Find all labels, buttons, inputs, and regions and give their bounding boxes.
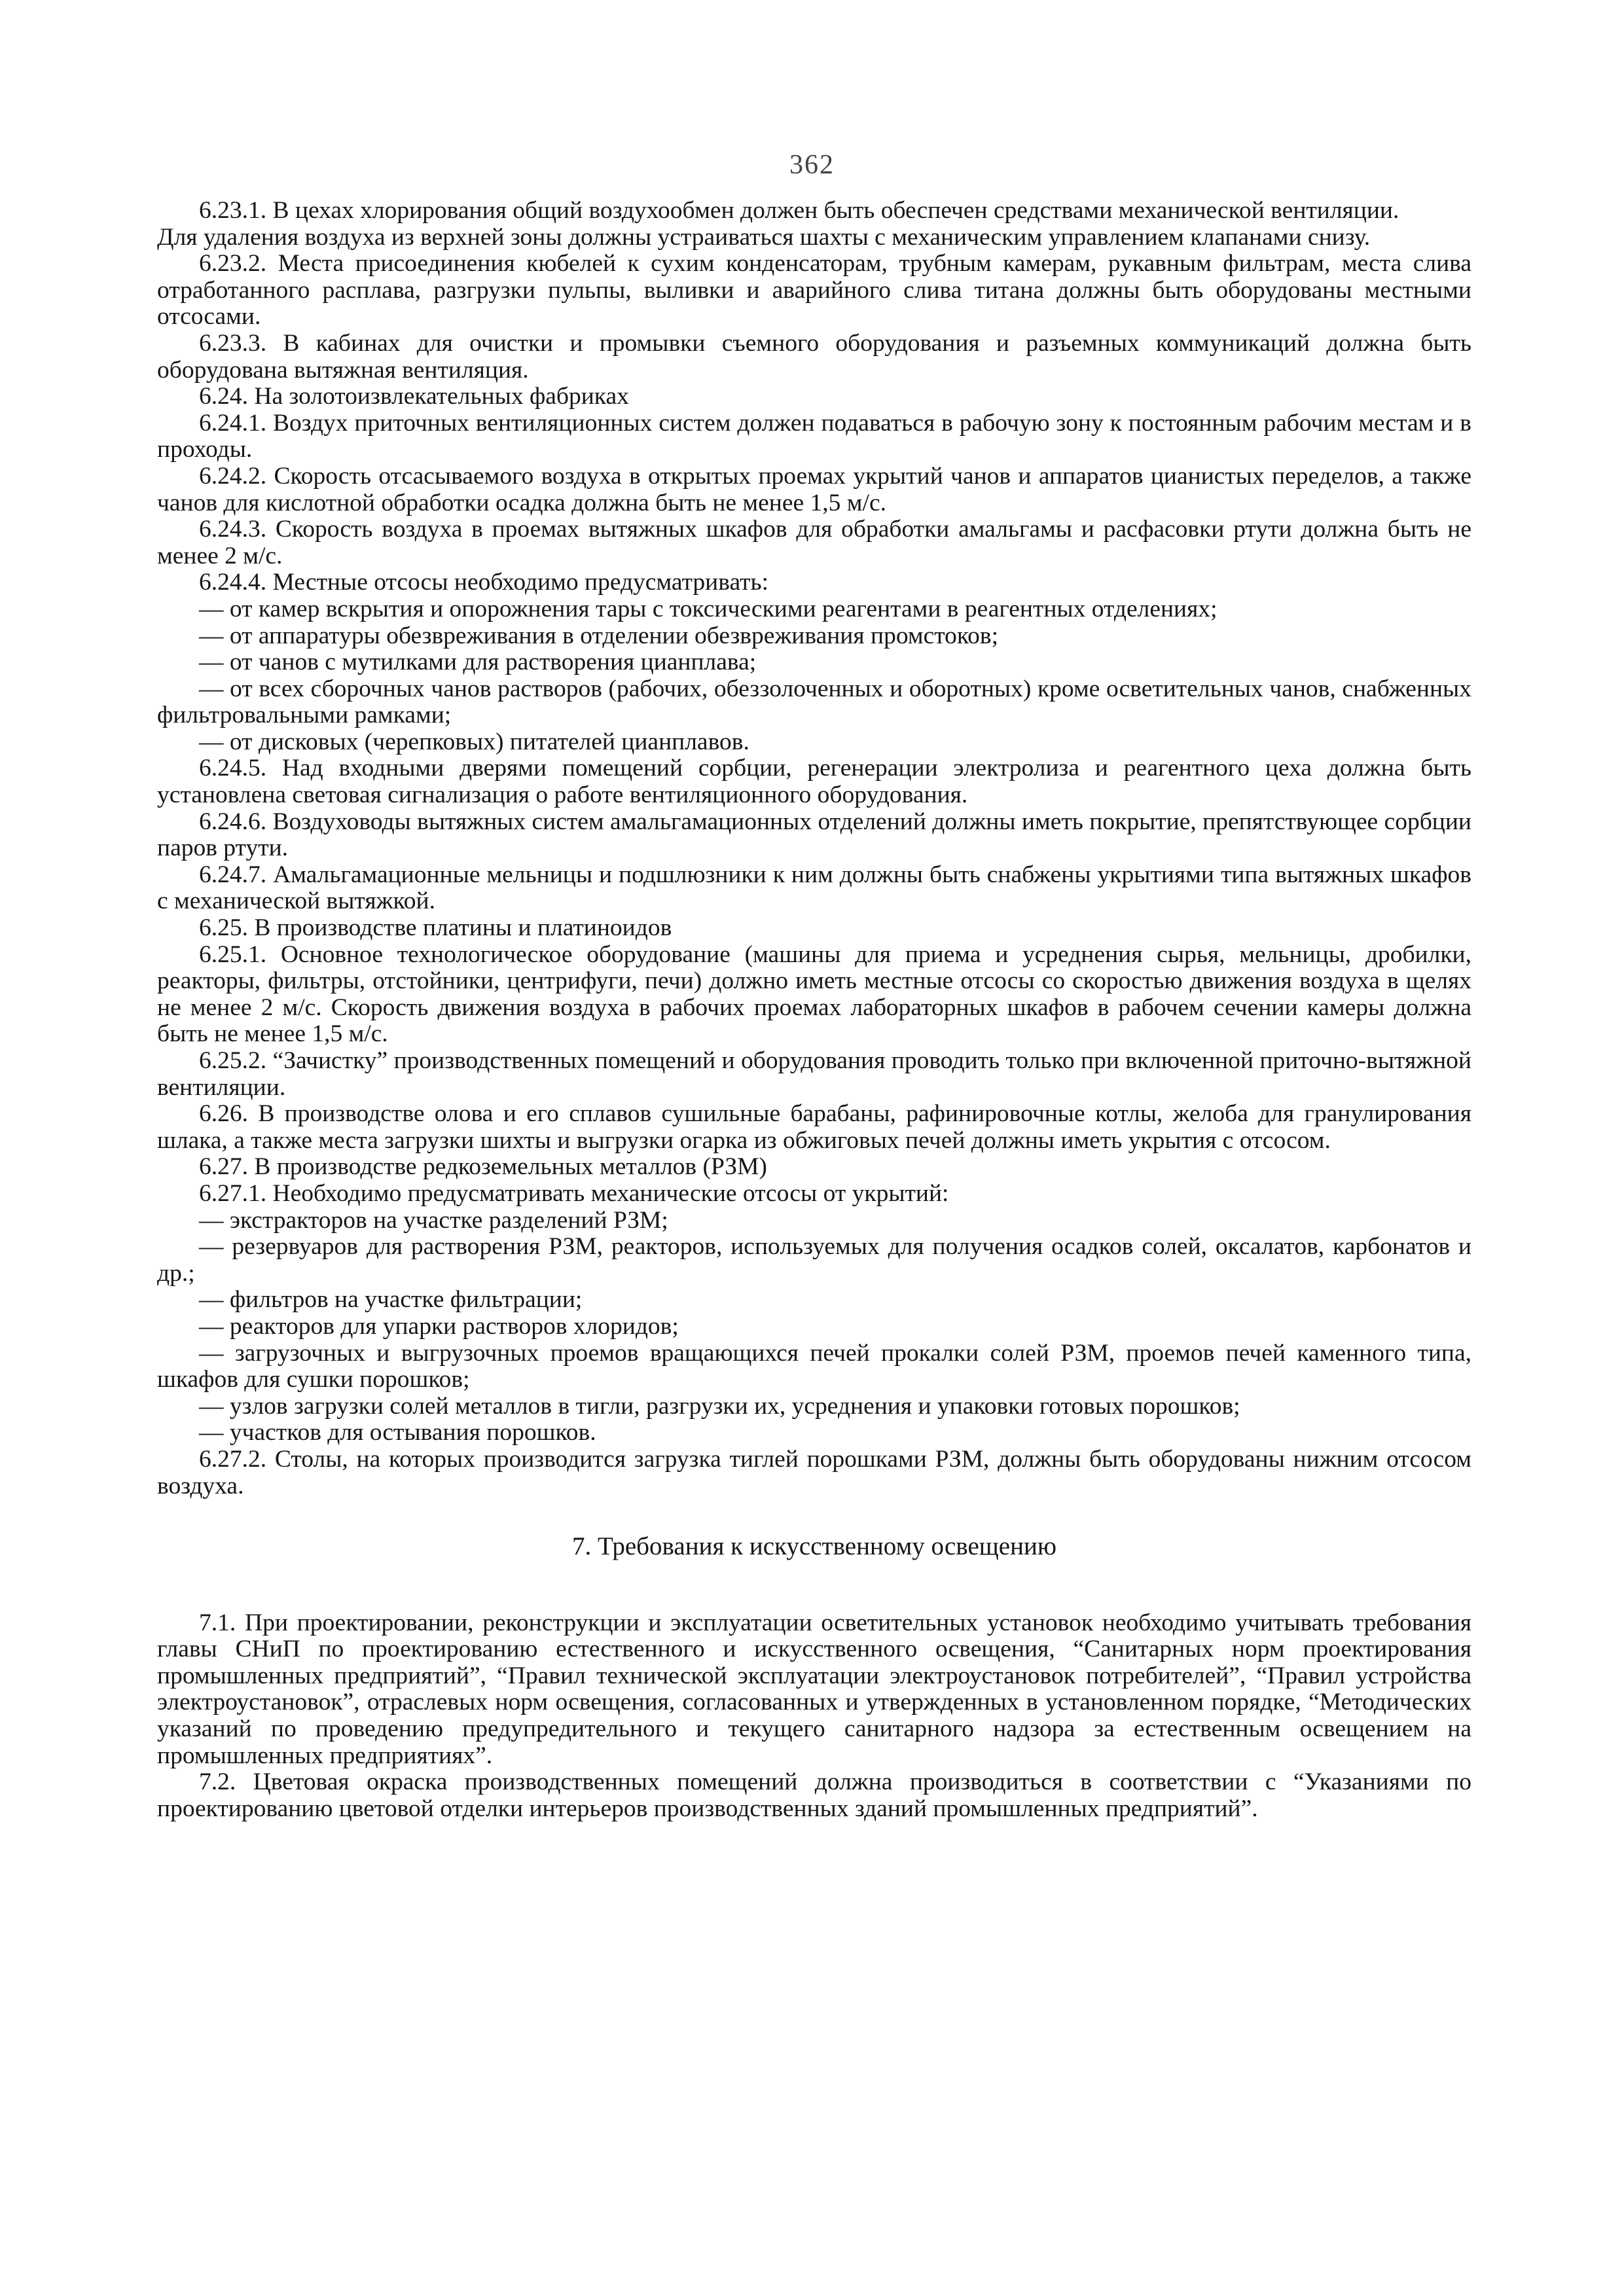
paragraph: — от чанов с мутилками для растворения цианплава; [199, 649, 757, 676]
paragraph: — от аппаратуры обезвреживания в отделении обезвреживания промстоков; [199, 622, 999, 649]
paragraph: 6.25.2. “Зачистку” производственных помещений и оборудования проводить только при включенной приточно-вытяжной вентиляции. [157, 1047, 1471, 1101]
section-heading: 7. Требования к искусственному освещению [572, 1532, 1056, 1561]
paragraph: — загрузочных и выгрузочных проемов вращающихся печей прокалки солей РЗМ, проемов печей каменного типа, шкафов для сушки порошков; [157, 1339, 1471, 1393]
paragraph: 6.24.2. Скорость отсасываемого воздуха в открытых проемах укрытий чанов и аппаратов цианистых переделов, а также чанов для кислотной обработки осадка должна быть не менее 1,5 м/с. [157, 462, 1471, 516]
section-paragraph-list [157, 1610, 1471, 1823]
paragraph: — фильтров на участке фильтрации; [199, 1286, 583, 1314]
paragraph: — резервуаров для растворения РЗМ, реакторов, используемых для получения осадков солей, оксалатов, карбонатов и др.; [157, 1233, 1471, 1287]
paragraph: 6.24. На золотоизвлекательных фабриках [199, 383, 629, 410]
section-paragraph: 7.1. При проектировании, реконструкции и эксплуатации осветительных установок необходимо учитывать требования главы СНиП по проектированию естественного и искусственного освещения, “Санитарных норм проектирования промышленных предприятий”, “Правил технической эксплуатации электроустановок потребителей”, “Правил устройства электроустановок”, отраслевых норм освещения, согласованных и утвержденных в установленном порядке, “Методических указаний по проведению предупредительного и текущего санитарного надзора за естественным освещением на промышленных предприятиях”. [157, 1609, 1471, 1769]
paragraph: — от всех сборочных чанов растворов (рабочих, обеззолоченных и оборотных) кроме осветительных чанов, снабженных фильтровальными рамками; [157, 675, 1471, 729]
paragraph-list [157, 198, 1471, 1499]
paragraph: 6.27.2. Столы, на которых производится загрузка тиглей порошками РЗМ, должны быть оборудованы нижним отсосом воздуха. [157, 1445, 1471, 1499]
paragraph: 6.25. В производстве платины и платиноидов [199, 914, 672, 942]
paragraph: 6.24.6. Воздуховоды вытяжных систем амальгамационных отделений должны иметь покрытие, препятствующее сорбции паров ртути. [157, 808, 1471, 862]
paragraph: — экстракторов на участке разделений РЗМ; [199, 1206, 668, 1234]
paragraph: — узлов загрузки солей металлов в тигли, разгрузки их, усреднения и упаковки готовых порошков; [199, 1392, 1240, 1420]
paragraph: 6.27.1. Необходимо предусматривать механические отсосы от укрытий: [199, 1179, 949, 1207]
paragraph: 6.24.4. Местные отсосы необходимо предусматривать: [199, 569, 769, 596]
paragraph: 6.27. В производстве редкоземельных металлов (РЗМ) [199, 1153, 767, 1181]
paragraph: Для удаления воздуха из верхней зоны должны устраиваться шахты с механическим управлением клапанами снизу. [157, 223, 1371, 251]
paragraph: 6.24.1. Воздух приточных вентиляционных систем должен подаваться в рабочую зону к постоянным рабочим местам и в проходы. [157, 409, 1471, 463]
paragraph: 6.23.2. Места присоединения кюбелей к сухим конденсаторам, трубным камерам, рукавным фильтрам, места слива отработанного расплава, разгрузки пульпы, выливки и аварийного слива титана должны быть оборудованы местными отсосами. [157, 250, 1471, 331]
paragraph: 6.24.3. Скорость воздуха в проемах вытяжных шкафов для обработки амальгамы и расфасовки ртути должна быть не менее 2 м/с. [157, 516, 1471, 569]
paragraph: 6.23.3. В кабинах для очистки и промывки съемного оборудования и разъемных коммуникаций должна быть оборудована вытяжная вентиляция. [157, 329, 1471, 384]
document-body [157, 198, 1471, 1822]
paragraph: 6.24.7. Амальгамационные мельницы и подшлюзники к ним должны быть снабжены укрытиями типа вытяжных шкафов с механической вытяжкой. [157, 861, 1471, 915]
paragraph: — от камер вскрытия и опорожнения тары с токсическими реагентами в реагентных отделениях; [199, 595, 1218, 622]
paragraph: 6.24.5. Над входными дверями помещений сорбции, регенерации электролиза и реагентного цеха должна быть установлена световая сигнализация о работе вентиляционного оборудования. [157, 755, 1471, 809]
paragraph: 6.25.1. Основное технологическое оборудование (машины для приема и усреднения сырья, мельницы, дробилки, реакторы, фильтры, отстойники, центрифуги, печи) должно иметь местные отсосы со скоростью движения воздуха в щелях не менее 2 м/с. Скорость движения воздуха в рабочих проемах лабораторных шкафов в рабочем сечении камеры должна быть не менее 1,5 м/с. [157, 941, 1471, 1048]
paragraph: — участков для остывания порошков. [199, 1419, 596, 1446]
paragraph: 6.23.1. В цехах хлорирования общий воздухообмен должен быть обеспечен средствами механической вентиляции. [199, 197, 1399, 224]
paragraph: — реакторов для упарки растворов хлоридов; [199, 1312, 679, 1340]
section-paragraph: 7.2. Цветовая окраска производственных помещений должна производиться в соответствии с “Указаниями по проектированию цветовой отделки интерьеров производственных зданий промышленных предприятий”. [157, 1768, 1471, 1822]
paragraph: — от дисковых (черепковых) питателей цианплавов. [199, 728, 749, 755]
page-number: 362 [789, 150, 835, 180]
paragraph: 6.26. В производстве олова и его сплавов сушильные барабаны, рафинировочные котлы, желоба для гранулирования шлака, а также места загрузки шихты и выгрузки огарка из обжиговых печей должны иметь укрытия с отсосом. [157, 1100, 1471, 1154]
